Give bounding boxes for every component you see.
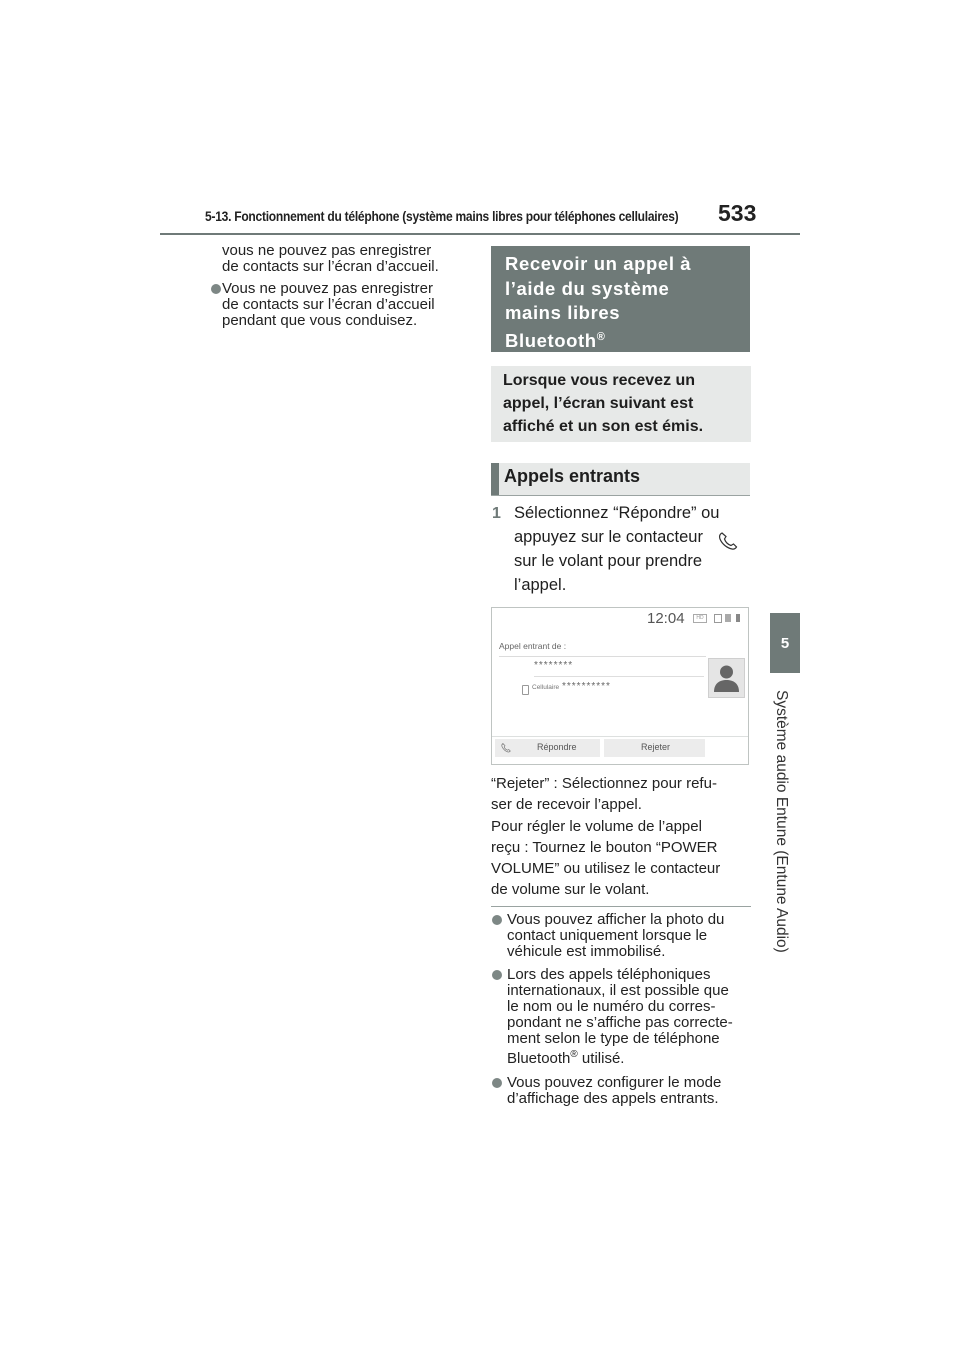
section-header-title: 5-13. Fonctionnement du téléphone (système mains libres pour téléphones cellulaires) bbox=[205, 208, 679, 224]
heading-line: mains libres bbox=[505, 302, 621, 323]
note-item bbox=[507, 912, 724, 960]
heading-bluetooth: Bluetooth bbox=[505, 329, 597, 351]
step-line: l’appel. bbox=[514, 576, 567, 594]
note-line: le nom ou le numéro du corres- bbox=[507, 998, 716, 1015]
intro-line: affiché et un son est émis. bbox=[503, 418, 704, 435]
lock-icon bbox=[725, 614, 731, 622]
caller-type: Cellulaire bbox=[532, 684, 560, 691]
screen-bottom-divider bbox=[492, 736, 748, 737]
bullet-line: pendant que vous conduisez. bbox=[222, 312, 418, 329]
phone-icon bbox=[501, 743, 511, 753]
bullet-dot-icon bbox=[492, 1078, 502, 1088]
chapter-number: 5 bbox=[780, 634, 790, 652]
intro-line: appel, l’écran suivant est bbox=[503, 395, 694, 412]
step-line: sur le volant pour prendre bbox=[514, 552, 703, 570]
subheading-accent-bar bbox=[491, 463, 499, 495]
note-line: contact uniquement lorsque le bbox=[507, 927, 708, 944]
step-number: 1 bbox=[492, 505, 501, 522]
registered-mark: ® bbox=[596, 330, 606, 343]
note-line: véhicule est immobilisé. bbox=[507, 943, 666, 960]
bluetooth-icon bbox=[736, 614, 740, 622]
answer-button-label: Répondre bbox=[537, 742, 577, 752]
bullet-dot-icon bbox=[492, 915, 502, 925]
chapter-tab bbox=[770, 613, 800, 673]
section-heading-box bbox=[491, 246, 750, 352]
mobile-phone-icon bbox=[522, 685, 529, 695]
continued-line: de contacts sur l’écran d’accueil. bbox=[222, 258, 439, 275]
note-line: Lors des appels téléphoniques bbox=[507, 966, 711, 983]
volume-caption-line: de volume sur le volant. bbox=[491, 881, 650, 898]
bullet-line: Vous ne pouvez pas enregistrer bbox=[222, 280, 433, 297]
screen-title: Appel entrant de : bbox=[499, 641, 567, 651]
chapter-label-wrapper bbox=[768, 690, 798, 990]
caller-divider bbox=[534, 676, 704, 677]
note-line: pondant ne s’affiche pas correcte- bbox=[507, 1014, 733, 1031]
bullet-dot-icon bbox=[492, 970, 502, 980]
signal-icon bbox=[714, 614, 722, 623]
caller-number: ********** bbox=[562, 681, 611, 692]
answer-button[interactable] bbox=[495, 739, 600, 757]
intro-line: Lorsque vous recevez un bbox=[503, 372, 696, 389]
intro-text bbox=[503, 369, 703, 438]
phone-handset-icon bbox=[718, 532, 738, 555]
bullet-dot-icon bbox=[211, 284, 221, 294]
volume-caption-line: reçu : Tournez le bouton “POWER bbox=[491, 839, 718, 856]
registered-mark: ® bbox=[570, 1049, 578, 1060]
screen-clock: 12:04 bbox=[647, 610, 685, 627]
screen-divider bbox=[499, 656, 706, 657]
note-line: d’affichage des appels entrants. bbox=[507, 1090, 719, 1107]
notes-divider bbox=[491, 906, 751, 907]
note-bluetooth: Bluetooth bbox=[507, 1050, 571, 1067]
hd-radio-icon: HD bbox=[693, 614, 707, 623]
reject-caption-line: ser de recevoir l’appel. bbox=[491, 796, 642, 813]
bullet-line: de contacts sur l’écran d’accueil bbox=[222, 296, 435, 313]
contact-avatar bbox=[708, 658, 745, 698]
note-line: ment selon le type de téléphone bbox=[507, 1030, 720, 1047]
note-item bbox=[507, 1075, 721, 1107]
incoming-call-screen bbox=[491, 607, 749, 765]
reject-button[interactable] bbox=[604, 739, 705, 757]
bullet-item bbox=[222, 281, 435, 329]
reject-caption-line: “Rejeter” : Sélectionnez pour refu- bbox=[491, 775, 717, 792]
section-heading bbox=[505, 252, 691, 353]
chapter-label: Système audio Entune (Entune Audio) bbox=[773, 690, 790, 953]
note-line-last bbox=[507, 1051, 733, 1067]
note-line: Vous pouvez configurer le mode bbox=[507, 1074, 722, 1091]
volume-caption-line: Pour régler le volume de l’appel bbox=[491, 818, 702, 835]
header-divider bbox=[160, 233, 800, 235]
continued-text bbox=[222, 243, 439, 275]
volume-caption-line: VOLUME” ou utilisez le contacteur bbox=[491, 860, 721, 877]
heading-line bbox=[505, 329, 691, 354]
continued-line: vous ne pouvez pas enregistrer bbox=[222, 242, 432, 259]
intro-box bbox=[491, 366, 751, 442]
note-tail: utilisé. bbox=[577, 1050, 625, 1067]
heading-line: l’aide du système bbox=[505, 277, 670, 299]
heading-line: Recevoir un appel à bbox=[505, 253, 692, 274]
page-number: 533 bbox=[718, 200, 757, 226]
person-icon bbox=[712, 662, 741, 694]
note-item bbox=[507, 967, 733, 1067]
caller-name: ******** bbox=[534, 660, 574, 671]
subheading-box bbox=[491, 463, 750, 496]
step-line: Sélectionnez “Répondre” ou bbox=[514, 504, 720, 522]
note-line: internationaux, il est possible que bbox=[507, 982, 729, 999]
subheading: Appels entrants bbox=[504, 466, 641, 486]
step-line: appuyez sur le contacteur bbox=[514, 528, 703, 546]
note-line: Vous pouvez afficher la photo du bbox=[507, 911, 725, 928]
reject-button-label: Rejeter bbox=[641, 742, 671, 752]
